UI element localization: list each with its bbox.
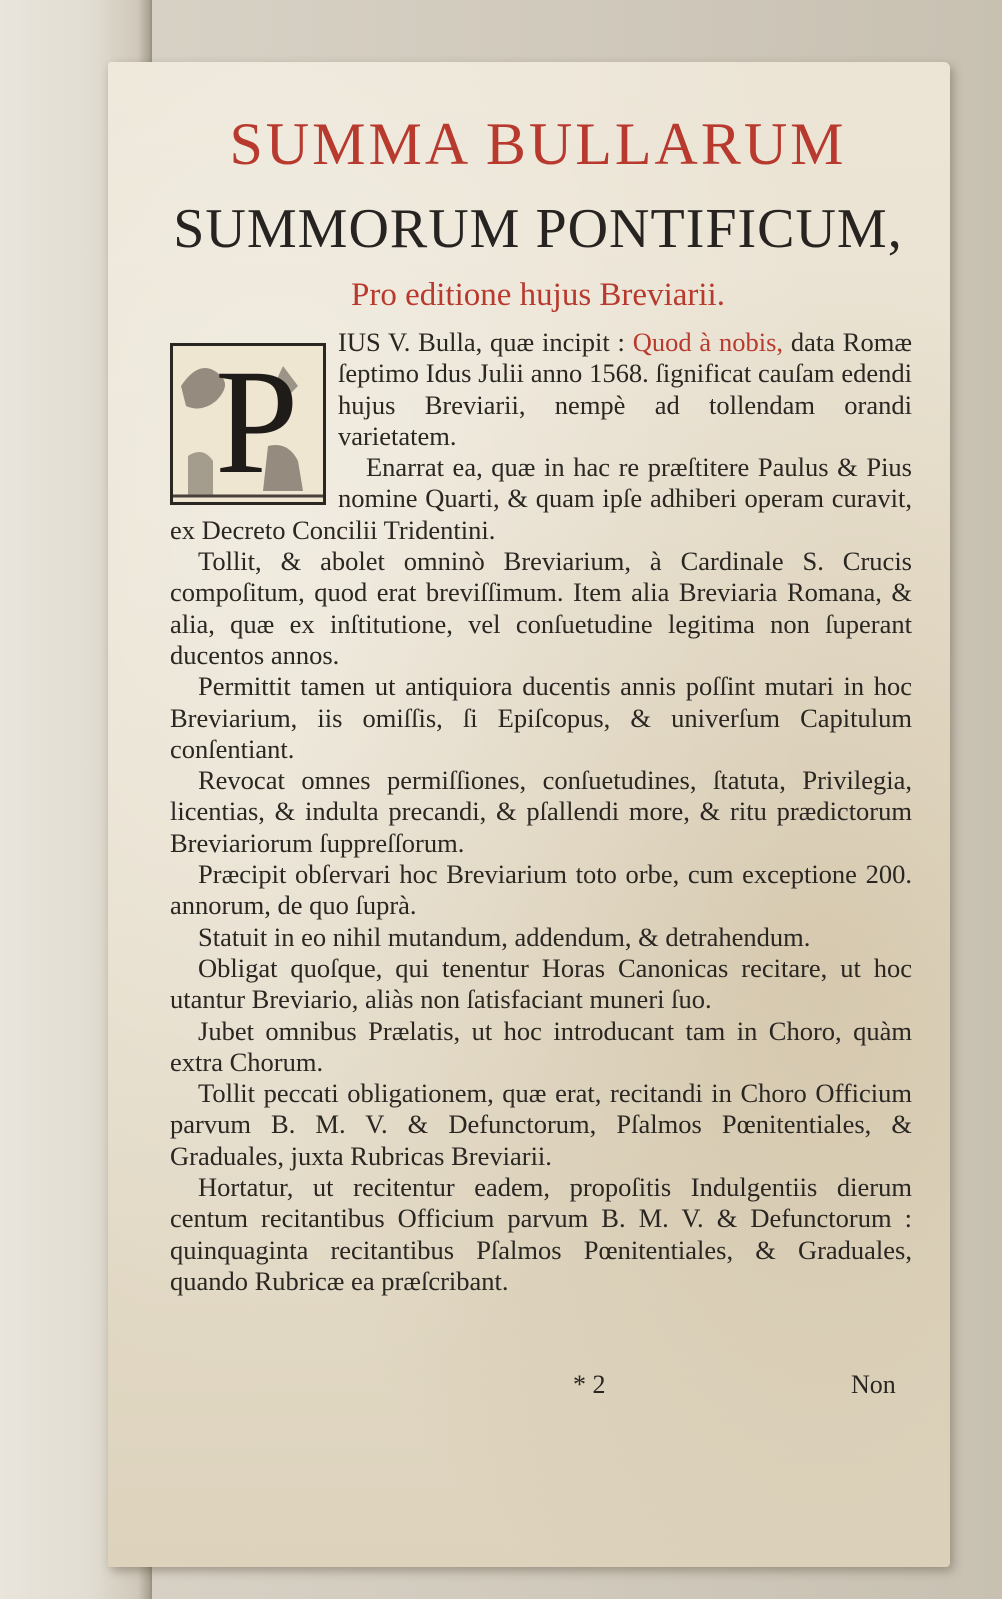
- paragraph: Enarrat ea, quæ in hac re præſtitere Paulus & Pius nomine Quarti, & quam ipſe adhiberi operam curavit, ex Decreto Concilii Tridentini.: [170, 452, 912, 545]
- paragraph: Statuit in eo nihil mutandum, addendum, & detrahendum.: [198, 921, 811, 952]
- subtitle: Pro editione hujus Breviarii.: [351, 277, 725, 313]
- paragraph: Hortatur, ut recitentur eadem, propoſitis Indulgentiis dierum centum recitantibus Officium parvum B. M. V. & Defunctorum : quinquaginta recitantibus Pſalmos Pœnitentiales, & Graduales, quando Rubricæ ea præſcribant.: [170, 1172, 912, 1296]
- title-line-2: SUMMORUM PONTIFICUM,: [173, 198, 903, 260]
- paragraph: Jubet omnibus Prælatis, ut hoc introducant tam in Choro, quàm extra Chorum.: [170, 1015, 912, 1077]
- catchword: Non: [851, 1370, 896, 1399]
- first-para-lead: IUS V. Bulla, quæ incipit :: [338, 327, 633, 357]
- paragraph: Permittit tamen ut antiquiora ducentis annis poſſint mutari in hoc Breviarium, iis omiſſis, ſi Epiſcopus, & univerſum Capitulum conſentiant.: [170, 671, 912, 764]
- first-para-rest: data Romæ ſeptimo Idus Julii anno 1568. ſignificat cauſam edendi hujus Breviarii, nempè ad tollendam orandi varietatem.: [338, 327, 912, 451]
- paragraph: Tollit, & abolet omninò Breviarium, à Cardinale S. Crucis compoſitum, quod erat breviſſimum. Item alia Breviaria Romana, & alia, quæ ex inſtitutione, vel conſuetudine legitima non ſuperant ducentos annos.: [170, 546, 912, 670]
- paragraph: Præcipit obſervari hoc Breviarium toto orbe, cum exceptione 200. annorum, de quo ſuprà.: [170, 859, 912, 921]
- body-text: [170, 327, 912, 1297]
- paragraph: Tollit peccati obligationem, quæ erat, recitandi in Choro Officium parvum B. M. V. & Defunctorum, Pſalmos Pœnitentiales, & Graduales, juxta Rubricas Breviarii.: [170, 1078, 912, 1171]
- initial-letter: P: [215, 339, 299, 505]
- book-page: [108, 62, 950, 1567]
- paragraph: Revocat omnes permiſſiones, conſuetudines, ſtatuta, Privilegia, licentias, & indulta precandi, & pſallendi more, & ritu prædictorum Breviariorum ſuppreſſorum.: [170, 765, 912, 858]
- decorated-initial: [170, 339, 326, 505]
- bull-incipit: Quod à nobis,: [632, 327, 784, 357]
- paragraph: Obligat quoſque, qui tenentur Horas Canonicas recitare, ut hoc utantur Breviario, aliàs non ſatisfaciant muneri ſuo.: [170, 952, 912, 1015]
- title-line-1: SUMMA BULLARUM: [229, 111, 847, 177]
- signature-mark: * 2: [573, 1370, 606, 1399]
